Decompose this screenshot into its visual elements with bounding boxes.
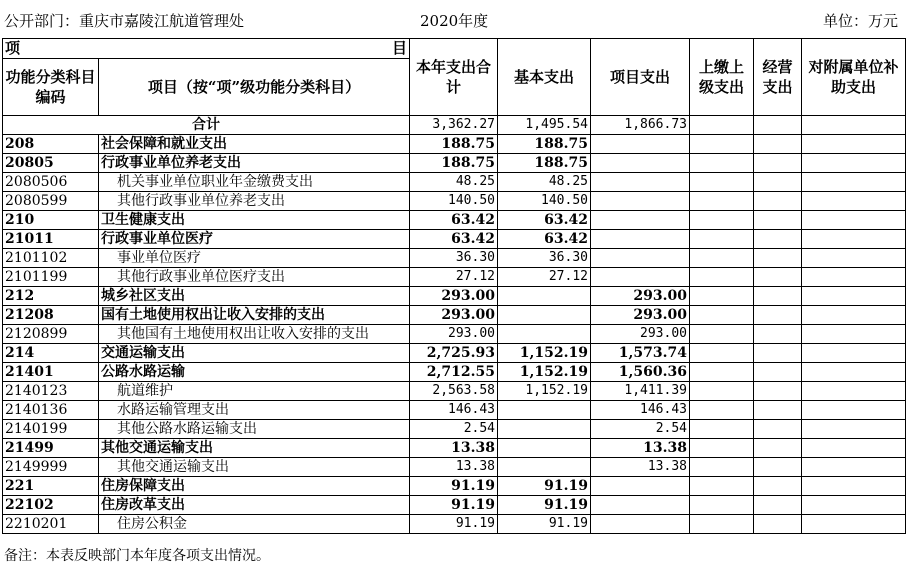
row-total: 27.12 bbox=[410, 268, 498, 287]
row-name: 其他公路水路运输支出 bbox=[99, 420, 410, 439]
row-total: 63.42 bbox=[410, 230, 498, 249]
row-name: 卫生健康支出 bbox=[99, 211, 410, 230]
row-code: 2101199 bbox=[3, 268, 99, 287]
row-basic: 91.19 bbox=[498, 477, 591, 496]
row-upper bbox=[690, 325, 754, 344]
row-upper bbox=[690, 401, 754, 420]
department-label: 公开部门：重庆市嘉陵江航道管理处 bbox=[4, 12, 245, 30]
row-code: 210 bbox=[3, 211, 99, 230]
row-upper bbox=[690, 496, 754, 515]
row-basic: 91.19 bbox=[498, 496, 591, 515]
row-subsidy bbox=[802, 173, 906, 192]
row-name: 社会保障和就业支出 bbox=[99, 135, 410, 154]
row-subsidy bbox=[802, 363, 906, 382]
row-code: 2140199 bbox=[3, 420, 99, 439]
row-project bbox=[591, 496, 690, 515]
table-row bbox=[3, 382, 906, 401]
row-code: 2120899 bbox=[3, 325, 99, 344]
row-business bbox=[754, 230, 802, 249]
row-upper bbox=[690, 154, 754, 173]
row-project bbox=[591, 477, 690, 496]
row-project: 293.00 bbox=[591, 306, 690, 325]
row-basic: 36.30 bbox=[498, 249, 591, 268]
row-subsidy bbox=[802, 325, 906, 344]
row-code: 214 bbox=[3, 344, 99, 363]
row-code: 21208 bbox=[3, 306, 99, 325]
row-basic bbox=[498, 458, 591, 477]
total-label: 合计 bbox=[3, 116, 410, 135]
row-basic bbox=[498, 420, 591, 439]
row-basic bbox=[498, 325, 591, 344]
row-total: 63.42 bbox=[410, 211, 498, 230]
table-row bbox=[3, 363, 906, 382]
row-subsidy bbox=[802, 211, 906, 230]
row-business bbox=[754, 287, 802, 306]
row-code: 20805 bbox=[3, 154, 99, 173]
table-row bbox=[3, 135, 906, 154]
row-name: 国有土地使用权出让收入安排的支出 bbox=[99, 306, 410, 325]
project-header-left: 项 bbox=[5, 39, 21, 57]
row-total: 293.00 bbox=[410, 306, 498, 325]
row-total: 293.00 bbox=[410, 325, 498, 344]
col-header-code: 功能分类科目编码 bbox=[3, 59, 99, 116]
row-business bbox=[754, 477, 802, 496]
row-name: 事业单位医疗 bbox=[99, 249, 410, 268]
row-code: 221 bbox=[3, 477, 99, 496]
table-row bbox=[3, 306, 906, 325]
row-subsidy bbox=[802, 306, 906, 325]
row-upper bbox=[690, 515, 754, 534]
row-business bbox=[754, 135, 802, 154]
row-name: 其他交通运输支出 bbox=[99, 458, 410, 477]
total-row bbox=[3, 116, 906, 135]
table-row bbox=[3, 249, 906, 268]
row-basic: 188.75 bbox=[498, 154, 591, 173]
row-code: 208 bbox=[3, 135, 99, 154]
row-subsidy bbox=[802, 344, 906, 363]
row-subsidy bbox=[802, 496, 906, 515]
row-code: 2140123 bbox=[3, 382, 99, 401]
table-row bbox=[3, 477, 906, 496]
row-subsidy bbox=[802, 515, 906, 534]
row-business bbox=[754, 439, 802, 458]
row-name: 其他交通运输支出 bbox=[99, 439, 410, 458]
row-name: 住房公积金 bbox=[99, 515, 410, 534]
row-project: 13.38 bbox=[591, 439, 690, 458]
row-total: 91.19 bbox=[410, 477, 498, 496]
row-business bbox=[754, 458, 802, 477]
total-subsidy bbox=[802, 116, 906, 135]
table-row bbox=[3, 192, 906, 211]
row-basic: 1,152.19 bbox=[498, 363, 591, 382]
row-business bbox=[754, 306, 802, 325]
table-row bbox=[3, 211, 906, 230]
col-header-business: 经营支出 bbox=[754, 39, 802, 116]
row-name: 其他行政事业单位养老支出 bbox=[99, 192, 410, 211]
table-row bbox=[3, 458, 906, 477]
row-subsidy bbox=[802, 420, 906, 439]
row-project: 1,560.36 bbox=[591, 363, 690, 382]
row-total: 146.43 bbox=[410, 401, 498, 420]
row-total: 2,725.93 bbox=[410, 344, 498, 363]
row-name: 交通运输支出 bbox=[99, 344, 410, 363]
col-header-upper: 上缴上级支出 bbox=[690, 39, 754, 116]
row-total: 13.38 bbox=[410, 458, 498, 477]
row-name: 公路水路运输 bbox=[99, 363, 410, 382]
row-upper bbox=[690, 192, 754, 211]
row-code: 2140136 bbox=[3, 401, 99, 420]
row-total: 91.19 bbox=[410, 515, 498, 534]
total-business bbox=[754, 116, 802, 135]
row-code: 2080506 bbox=[3, 173, 99, 192]
row-name: 水路运输管理支出 bbox=[99, 401, 410, 420]
row-project: 1,411.39 bbox=[591, 382, 690, 401]
row-business bbox=[754, 344, 802, 363]
row-basic: 27.12 bbox=[498, 268, 591, 287]
row-upper bbox=[690, 287, 754, 306]
table-row bbox=[3, 287, 906, 306]
row-subsidy bbox=[802, 439, 906, 458]
col-header-total: 本年支出合计 bbox=[410, 39, 498, 116]
row-subsidy bbox=[802, 154, 906, 173]
row-business bbox=[754, 401, 802, 420]
row-basic: 48.25 bbox=[498, 173, 591, 192]
project-header-right: 目 bbox=[391, 39, 407, 57]
unit-label: 单位：万元 bbox=[822, 12, 898, 30]
row-business bbox=[754, 268, 802, 287]
row-project: 2.54 bbox=[591, 420, 690, 439]
row-project: 1,573.74 bbox=[591, 344, 690, 363]
row-business bbox=[754, 420, 802, 439]
row-basic: 63.42 bbox=[498, 211, 591, 230]
row-total: 48.25 bbox=[410, 173, 498, 192]
row-project bbox=[591, 515, 690, 534]
row-code: 2210201 bbox=[3, 515, 99, 534]
row-total: 2,712.55 bbox=[410, 363, 498, 382]
row-basic: 188.75 bbox=[498, 135, 591, 154]
row-total: 36.30 bbox=[410, 249, 498, 268]
row-subsidy bbox=[802, 401, 906, 420]
row-basic bbox=[498, 306, 591, 325]
table-row bbox=[3, 401, 906, 420]
row-subsidy bbox=[802, 287, 906, 306]
row-name: 其他行政事业单位医疗支出 bbox=[99, 268, 410, 287]
year-label: 2020年度 bbox=[420, 12, 489, 30]
table-row bbox=[3, 230, 906, 249]
row-name: 城乡社区支出 bbox=[99, 287, 410, 306]
row-upper bbox=[690, 344, 754, 363]
row-business bbox=[754, 249, 802, 268]
row-basic: 1,152.19 bbox=[498, 344, 591, 363]
row-business bbox=[754, 154, 802, 173]
table-row bbox=[3, 515, 906, 534]
row-upper bbox=[690, 439, 754, 458]
row-subsidy bbox=[802, 268, 906, 287]
table-row bbox=[3, 344, 906, 363]
row-business bbox=[754, 382, 802, 401]
row-name: 行政事业单位养老支出 bbox=[99, 154, 410, 173]
row-code: 21401 bbox=[3, 363, 99, 382]
row-subsidy bbox=[802, 230, 906, 249]
total-sum: 3,362.27 bbox=[410, 116, 498, 135]
row-name: 其他国有土地使用权出让收入安排的支出 bbox=[99, 325, 410, 344]
row-project bbox=[591, 154, 690, 173]
row-total: 188.75 bbox=[410, 135, 498, 154]
row-upper bbox=[690, 268, 754, 287]
row-project bbox=[591, 249, 690, 268]
row-code: 2080599 bbox=[3, 192, 99, 211]
col-header-subsidy: 对附属单位补助支出 bbox=[802, 39, 906, 116]
row-code: 21499 bbox=[3, 439, 99, 458]
total-upper bbox=[690, 116, 754, 135]
row-basic bbox=[498, 287, 591, 306]
table-row bbox=[3, 496, 906, 515]
footnote: 备注：本表反映部门本年度各项支出情况。 bbox=[4, 548, 270, 564]
row-basic: 140.50 bbox=[498, 192, 591, 211]
row-basic: 1,152.19 bbox=[498, 382, 591, 401]
row-project bbox=[591, 173, 690, 192]
row-subsidy bbox=[802, 458, 906, 477]
row-business bbox=[754, 211, 802, 230]
expenditure-table bbox=[2, 38, 906, 534]
table-row bbox=[3, 173, 906, 192]
row-name: 机关事业单位职业年金缴费支出 bbox=[99, 173, 410, 192]
row-subsidy bbox=[802, 192, 906, 211]
row-code: 2149999 bbox=[3, 458, 99, 477]
row-total: 91.19 bbox=[410, 496, 498, 515]
row-business bbox=[754, 515, 802, 534]
row-subsidy bbox=[802, 249, 906, 268]
row-upper bbox=[690, 173, 754, 192]
row-basic bbox=[498, 401, 591, 420]
row-project: 13.38 bbox=[591, 458, 690, 477]
row-total: 2,563.58 bbox=[410, 382, 498, 401]
row-name: 行政事业单位医疗 bbox=[99, 230, 410, 249]
row-code: 22102 bbox=[3, 496, 99, 515]
row-project bbox=[591, 192, 690, 211]
row-upper bbox=[690, 135, 754, 154]
row-project bbox=[591, 268, 690, 287]
row-upper bbox=[690, 420, 754, 439]
row-basic bbox=[498, 439, 591, 458]
row-business bbox=[754, 325, 802, 344]
row-total: 13.38 bbox=[410, 439, 498, 458]
row-name: 住房保障支出 bbox=[99, 477, 410, 496]
row-upper bbox=[690, 382, 754, 401]
col-header-item: 项目（按“项”级功能分类科目） bbox=[99, 59, 410, 116]
row-subsidy bbox=[802, 382, 906, 401]
row-code: 2101102 bbox=[3, 249, 99, 268]
row-upper bbox=[690, 458, 754, 477]
col-header-project: 项目支出 bbox=[591, 39, 690, 116]
row-code: 212 bbox=[3, 287, 99, 306]
col-header-basic: 基本支出 bbox=[498, 39, 591, 116]
row-upper bbox=[690, 211, 754, 230]
table-row bbox=[3, 420, 906, 439]
total-basic: 1,495.54 bbox=[498, 116, 591, 135]
project-header-cell bbox=[3, 39, 410, 59]
row-business bbox=[754, 496, 802, 515]
table-row bbox=[3, 439, 906, 458]
table-row bbox=[3, 325, 906, 344]
row-basic: 91.19 bbox=[498, 515, 591, 534]
row-upper bbox=[690, 363, 754, 382]
row-upper bbox=[690, 249, 754, 268]
row-total: 140.50 bbox=[410, 192, 498, 211]
row-business bbox=[754, 363, 802, 382]
row-basic: 63.42 bbox=[498, 230, 591, 249]
row-project bbox=[591, 135, 690, 154]
table-row bbox=[3, 268, 906, 287]
row-project bbox=[591, 211, 690, 230]
row-total: 2.54 bbox=[410, 420, 498, 439]
row-subsidy bbox=[802, 477, 906, 496]
row-total: 293.00 bbox=[410, 287, 498, 306]
row-upper bbox=[690, 306, 754, 325]
row-project bbox=[591, 230, 690, 249]
row-upper bbox=[690, 477, 754, 496]
row-total: 188.75 bbox=[410, 154, 498, 173]
total-project: 1,866.73 bbox=[591, 116, 690, 135]
row-code: 21011 bbox=[3, 230, 99, 249]
row-subsidy bbox=[802, 135, 906, 154]
row-business bbox=[754, 192, 802, 211]
row-name: 航道维护 bbox=[99, 382, 410, 401]
row-name: 住房改革支出 bbox=[99, 496, 410, 515]
row-project: 293.00 bbox=[591, 325, 690, 344]
row-business bbox=[754, 173, 802, 192]
row-project: 293.00 bbox=[591, 287, 690, 306]
row-project: 146.43 bbox=[591, 401, 690, 420]
row-upper bbox=[690, 230, 754, 249]
table-row bbox=[3, 154, 906, 173]
